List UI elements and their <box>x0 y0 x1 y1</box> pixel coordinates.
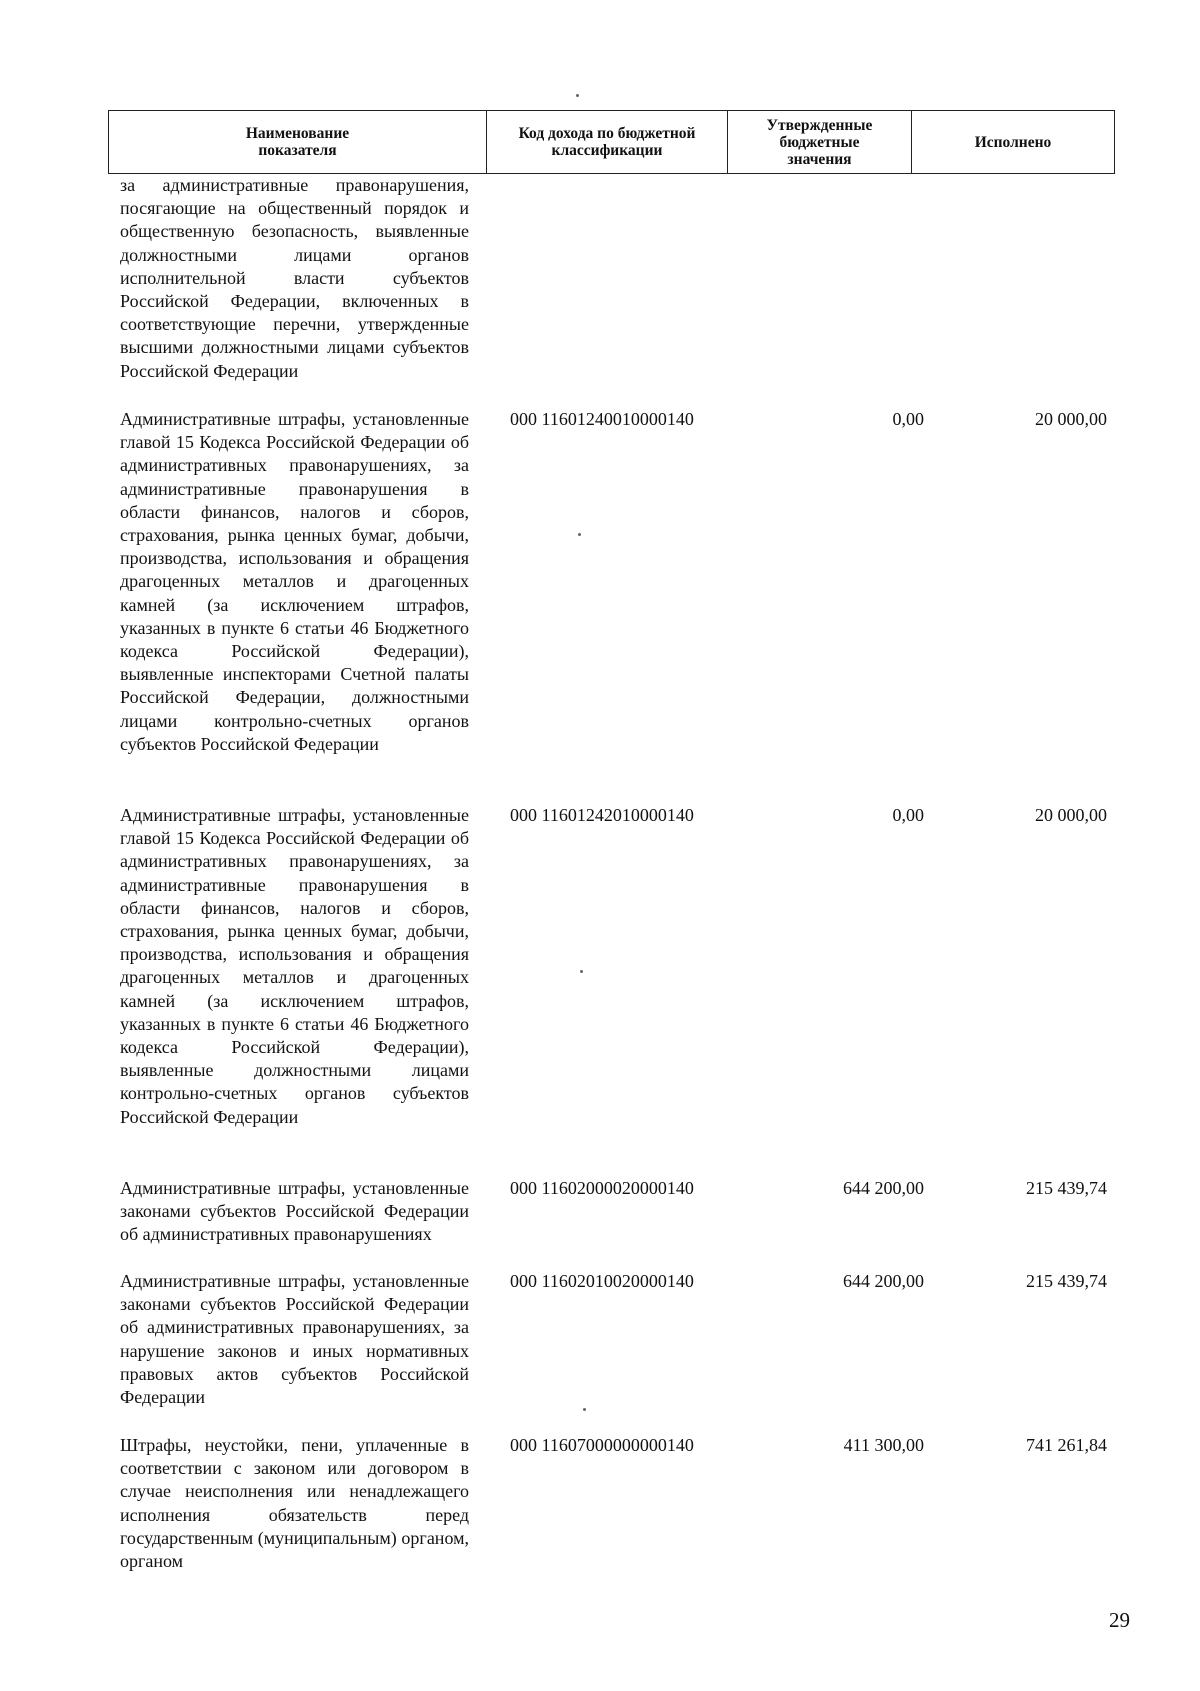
header-name: Наименование показателя <box>109 111 487 173</box>
row-done: 215 439,74 <box>1026 1178 1107 1198</box>
scan-speck <box>583 1408 586 1411</box>
row-code: 000 11601242010000140 <box>510 805 694 825</box>
header-code: Код дохода по бюджетной классификации <box>487 111 728 173</box>
row-done: 20 000,00 <box>1035 805 1107 825</box>
row-name: Административные штрафы, установленные главой 15 Кодекса Российской Федерации об административных правонарушениях, за административные правонарушения в области финансов, налогов и сборов, страхования, рынка ценных бумаг, добычи, производства, использования и обращения драгоценных металлов и драгоценных камней (за исключением штрафов, указанных в пункте 6 статьи 46 Бюджетного кодекса Российской Федерации), выявленные должностными лицами контрольно-счетных органов субъектов Российской Федерации <box>120 805 469 1127</box>
row-name: Административные штрафы, установленные главой 15 Кодекса Российской Федерации об административных правонарушениях, за административные правонарушения в области финансов, налогов и сборов, страхования, рынка ценных бумаг, добычи, производства, использования и обращения драгоценных металлов и драгоценных камней (за исключением штрафов, указанных в пункте 6 статьи 46 Бюджетного кодекса Российской Федерации), выявленные инспекторами Счетной палаты Российской Федерации, должностными лицами контрольно-счетных органов субъектов Российской Федерации <box>120 409 469 754</box>
scan-speck <box>580 970 583 973</box>
row-plan: 644 200,00 <box>843 1271 924 1291</box>
row-code: 000 11607000000000140 <box>510 1435 694 1455</box>
row-name: Штрафы, неустойки, пени, уплаченные в соответствии с законом или договором в случае неисполнения или ненадлежащего исполнения обязательств перед государственным (муниципальным) органом, органом <box>120 1435 469 1572</box>
scan-speck <box>576 94 579 97</box>
scan-speck <box>578 533 581 536</box>
row-plan: 411 300,00 <box>843 1435 924 1455</box>
header-done: Исполнено <box>974 133 1052 151</box>
row-code: 000 11602010020000140 <box>510 1271 694 1291</box>
row-done: 20 000,00 <box>1035 409 1107 429</box>
row-plan: 0,00 <box>892 409 924 429</box>
row-name: Административные штрафы, установленные законами субъектов Российской Федерации об административных правонарушениях, за нарушение законов и иных нормативных правовых актов субъектов Российской Федерации <box>120 1271 469 1408</box>
row-plan: 0,00 <box>892 805 924 825</box>
row-code: 000 11601240010000140 <box>510 409 694 429</box>
row-done: 741 261,84 <box>1026 1435 1107 1455</box>
row-code: 000 11602000020000140 <box>510 1178 694 1198</box>
page-number: 29 <box>1109 1608 1130 1632</box>
row-name: за административные правонарушения, посягающие на общественный порядок и общественную безопасность, выявленные должностными лицами органов исполнительной власти субъектов Российской Федерации, включенных в соответствующие перечни, утвержденные высшими должностными лицами субъектов Российской Федерации <box>120 175 469 381</box>
table-header <box>108 110 1115 174</box>
header-plan: Утвержденные бюджетные значения <box>728 111 912 173</box>
row-plan: 644 200,00 <box>843 1178 924 1198</box>
row-name: Административные штрафы, установленные законами субъектов Российской Федерации об административных правонарушениях <box>120 1178 469 1245</box>
row-done: 215 439,74 <box>1026 1271 1107 1291</box>
